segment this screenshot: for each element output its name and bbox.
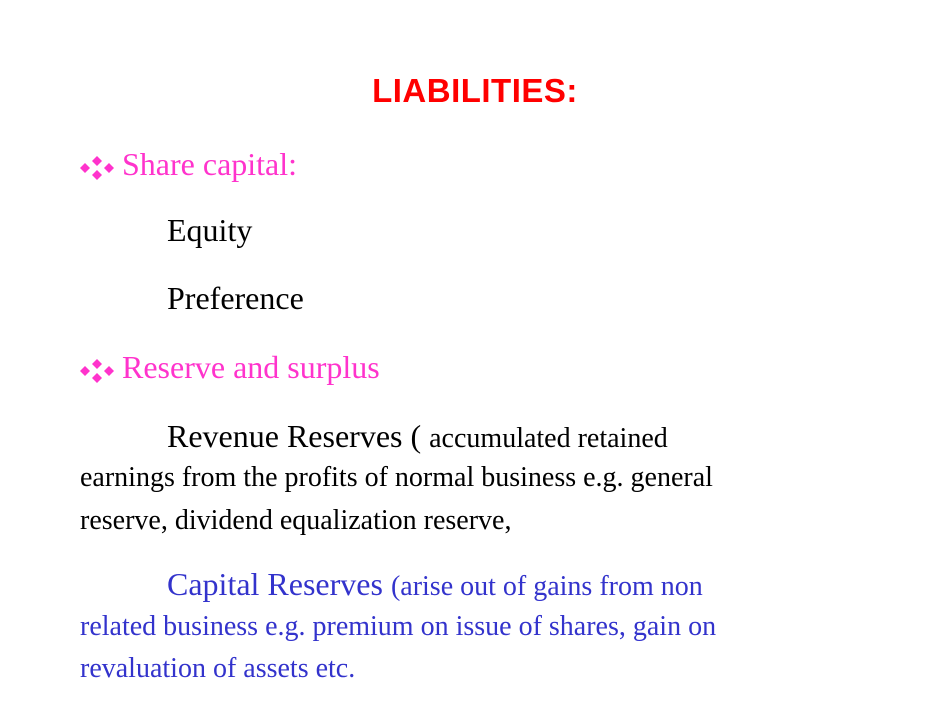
revenue-reserves-desc-2: earnings from the profits of normal business e.g. general bbox=[80, 462, 713, 493]
revenue-reserves-line bbox=[167, 418, 668, 455]
revenue-reserves-desc-3: reserve, dividend equalization reserve, bbox=[80, 505, 512, 536]
diamond-bullet-icon bbox=[80, 358, 122, 384]
share-capital-bullet bbox=[80, 146, 297, 183]
diamond-bullet-icon bbox=[80, 155, 122, 181]
capital-reserves-desc-3: revaluation of assets etc. bbox=[80, 653, 356, 684]
revenue-reserves-desc-1: accumulated retained bbox=[429, 423, 668, 454]
revenue-reserves-heading: Revenue Reserves ( bbox=[167, 418, 430, 454]
share-capital-item-equity: Equity bbox=[167, 212, 253, 248]
share-capital-item-preference: Preference bbox=[167, 280, 304, 316]
capital-reserves-desc-2: related business e.g. premium on issue of shares, gain on bbox=[80, 611, 717, 642]
slide-title: LIABILITIES: bbox=[372, 72, 578, 109]
share-capital-label: Share capital: bbox=[122, 146, 298, 182]
reserve-surplus-label: Reserve and surplus bbox=[122, 349, 380, 385]
capital-reserves-line bbox=[167, 566, 703, 603]
capital-reserves-desc-1: (arise out of gains from non bbox=[390, 571, 703, 602]
capital-reserves-heading: Capital Reserves bbox=[167, 566, 391, 602]
reserve-surplus-bullet bbox=[80, 349, 380, 386]
